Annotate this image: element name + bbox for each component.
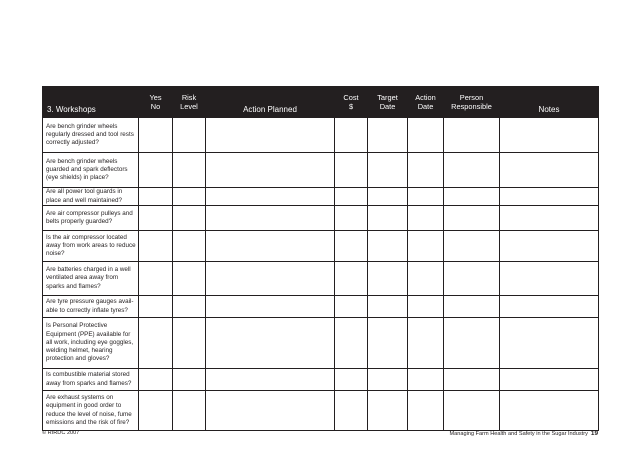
action-date-cell[interactable] [408,118,444,153]
action-planned-cell[interactable] [206,153,335,188]
cost-header [335,87,368,118]
action-date-cell[interactable] [408,296,444,318]
yes-no-cell[interactable] [139,231,173,262]
target-date-cell[interactable] [368,153,408,188]
target-date-cell[interactable] [368,262,408,296]
person-responsible-cell[interactable] [444,188,500,206]
action-label: Action [415,92,436,102]
action-date-cell[interactable] [408,188,444,206]
question-cell: Are batteries charged in a well ventilated area away from sparks and flames? [43,262,139,296]
yes-no-cell[interactable] [139,318,173,369]
question-cell: Is Personal Protective Equipment (PPE) available for all work, including eye goggles, welding helmet, hearing protection and gloves? [43,318,139,369]
cost-cell[interactable] [335,262,368,296]
target-date-cell[interactable] [368,231,408,262]
notes-cell[interactable] [500,262,599,296]
person-responsible-cell[interactable] [444,391,500,431]
person-label: Person [459,92,484,102]
table-row [43,118,599,153]
action-date-cell[interactable] [408,206,444,231]
cost-cell[interactable] [335,188,368,206]
yes-label: Yes [149,92,162,102]
notes-cell[interactable] [500,206,599,231]
responsible-label: Responsible [451,102,492,111]
question-cell: Are all power tool guards in place and well maintained? [43,188,139,206]
target-date-cell[interactable] [368,318,408,369]
target-date-cell[interactable] [368,206,408,231]
table-row [43,296,599,318]
risk-level-cell[interactable] [173,262,206,296]
target-date-cell[interactable] [368,391,408,431]
notes-cell[interactable] [500,188,599,206]
target-date-cell[interactable] [368,296,408,318]
risk-level-cell[interactable] [173,153,206,188]
risk-level-cell[interactable] [173,369,206,391]
section-heading: 3. Workshops [43,87,139,118]
yes-no-cell[interactable] [139,118,173,153]
action-planned-cell[interactable] [206,296,335,318]
level-label: Level [180,102,198,111]
notes-cell[interactable] [500,369,599,391]
notes-cell[interactable] [500,318,599,369]
action-planned-cell[interactable] [206,206,335,231]
person-responsible-cell[interactable] [444,118,500,153]
person-responsible-cell[interactable] [444,262,500,296]
action-planned-cell[interactable] [206,369,335,391]
action-planned-cell[interactable] [206,262,335,296]
target-date-header [368,87,408,118]
person-responsible-cell[interactable] [444,369,500,391]
table-row [43,318,599,369]
cost-cell[interactable] [335,391,368,431]
cost-cell[interactable] [335,206,368,231]
action-planned-cell[interactable] [206,188,335,206]
notes-cell[interactable] [500,231,599,262]
yes-no-header [139,87,173,118]
action-planned-cell[interactable] [206,118,335,153]
risk-level-cell[interactable] [173,206,206,231]
action-planned-cell[interactable] [206,318,335,369]
risk-level-cell[interactable] [173,188,206,206]
cost-cell[interactable] [335,231,368,262]
table-header-row [43,87,599,118]
yes-no-cell[interactable] [139,369,173,391]
risk-level-cell[interactable] [173,231,206,262]
action-planned-cell[interactable] [206,391,335,431]
target-date-label: Date [379,102,396,111]
action-date-cell[interactable] [408,231,444,262]
person-responsible-header [444,87,500,118]
action-date-cell[interactable] [408,391,444,431]
no-label: No [150,102,161,111]
notes-header: Notes [500,87,599,118]
notes-cell[interactable] [500,153,599,188]
action-planned-header: Action Planned [206,87,335,118]
notes-cell[interactable] [500,118,599,153]
cost-unit-label: $ [348,102,354,111]
yes-no-cell[interactable] [139,153,173,188]
target-date-cell[interactable] [368,369,408,391]
risk-level-cell[interactable] [173,391,206,431]
cost-label: Cost [343,92,359,102]
question-cell: Is combustible material stored away from sparks and flames? [43,369,139,391]
person-responsible-cell[interactable] [444,318,500,369]
action-date-cell[interactable] [408,369,444,391]
action-planned-cell[interactable] [206,231,335,262]
table-row [43,369,599,391]
publication-footer [450,430,598,437]
action-date-cell[interactable] [408,262,444,296]
page-number: 19 [590,430,598,437]
cost-cell[interactable] [335,296,368,318]
risk-level-cell[interactable] [173,318,206,369]
action-date-cell[interactable] [408,153,444,188]
notes-cell[interactable] [500,296,599,318]
cost-cell[interactable] [335,318,368,369]
question-cell: Are tyre pressure gauges avail-able to correctly inflate tyres? [43,296,139,318]
question-cell: Are exhaust systems on equipment in good order to reduce the level of noise, fume emissions and the risk of fire? [43,391,139,431]
table-row [43,231,599,262]
target-date-cell[interactable] [368,118,408,153]
cost-cell[interactable] [335,369,368,391]
target-label: Target [377,92,398,102]
yes-no-cell[interactable] [139,262,173,296]
person-responsible-cell[interactable] [444,296,500,318]
workshop-checklist-table [42,86,599,431]
table-row [43,206,599,231]
action-date-label: Date [417,102,434,111]
person-responsible-cell[interactable] [444,206,500,231]
question-cell: Are bench grinder wheels regularly dressed and tool rests correctly adjusted? [43,118,139,153]
yes-no-cell[interactable] [139,391,173,431]
question-cell: Is the air compressor located away from work areas to reduce noise? [43,231,139,262]
copyright-footer: © RIRDC 2007 [42,430,80,436]
risk-level-cell[interactable] [173,118,206,153]
yes-no-cell[interactable] [139,296,173,318]
cost-cell[interactable] [335,118,368,153]
action-date-header [408,87,444,118]
target-date-cell[interactable] [368,188,408,206]
table-row [43,391,599,431]
question-cell: Are air compressor pulleys and belts properly guarded? [43,206,139,231]
notes-cell[interactable] [500,391,599,431]
person-responsible-cell[interactable] [444,231,500,262]
table-row [43,153,599,188]
yes-no-cell[interactable] [139,206,173,231]
table-row [43,262,599,296]
risk-label: Risk [181,92,197,102]
cost-cell[interactable] [335,153,368,188]
risk-level-cell[interactable] [173,296,206,318]
action-date-cell[interactable] [408,318,444,369]
publication-title: Managing Farm Health and Safety in the Sugar Industry [449,431,588,437]
question-cell: Are bench grinder wheels guarded and spark deflectors (eye shields) in place? [43,153,139,188]
table-row [43,188,599,206]
risk-level-header [173,87,206,118]
person-responsible-cell[interactable] [444,153,500,188]
yes-no-cell[interactable] [139,188,173,206]
